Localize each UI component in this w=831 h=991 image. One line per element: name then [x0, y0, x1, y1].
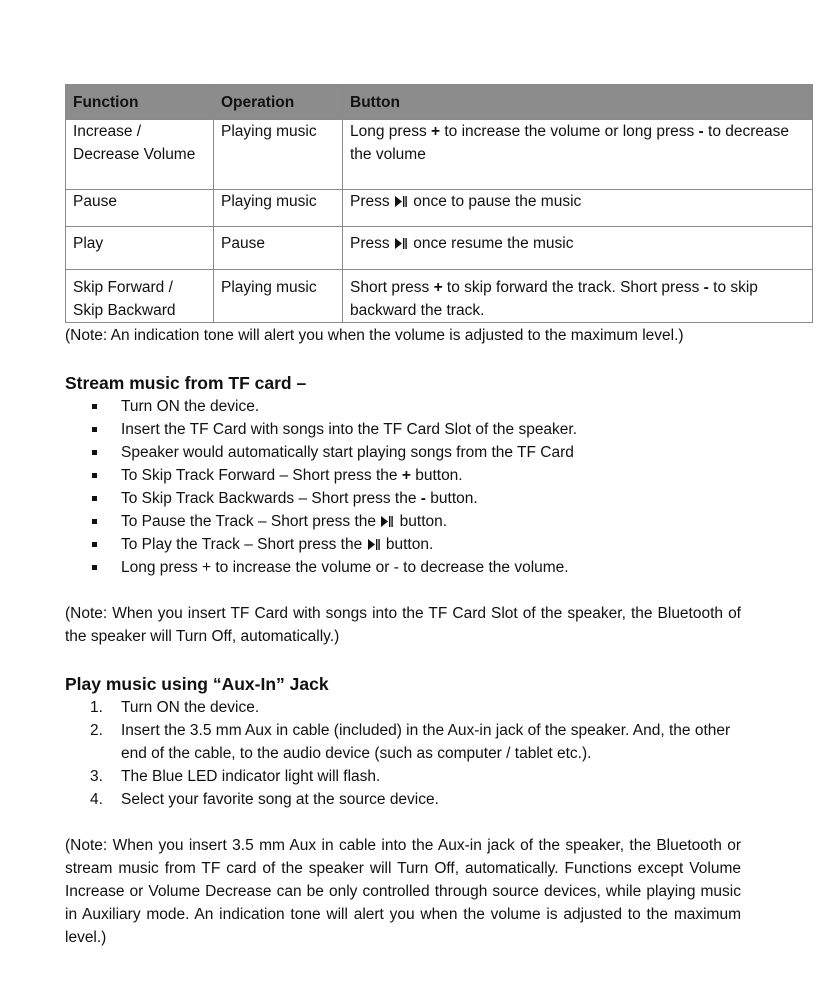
function-table	[65, 84, 813, 323]
plus-symbol: +	[433, 279, 443, 296]
cell-button: Press once to pause the music	[343, 190, 813, 227]
step-number: 4.	[90, 791, 103, 808]
cell-button: Short press + to skip forward the track. Short press - to skip backward the track.	[343, 270, 813, 323]
table-row	[66, 270, 813, 323]
bullet-square-icon	[92, 496, 97, 501]
bullet-square-icon	[92, 404, 97, 409]
list-item: 4. Select your favorite song at the source device.	[89, 788, 741, 811]
list-item: Insert the TF Card with songs into the TF Card Slot of the speaker.	[89, 418, 812, 441]
bullet-square-icon	[92, 473, 97, 478]
table-row	[66, 227, 813, 270]
list-item: 1. Turn ON the device.	[89, 696, 741, 719]
cell-operation: Pause	[214, 227, 343, 270]
bullet-square-icon	[92, 450, 97, 455]
plus-symbol: +	[431, 123, 441, 140]
list-item: Long press + to increase the volume or - to decrease the volume.	[89, 556, 812, 579]
minus-symbol: -	[698, 123, 704, 140]
step-number: 2.	[90, 722, 103, 739]
play-pause-icon	[395, 196, 407, 207]
aux-note: (Note: When you insert 3.5 mm Aux in cable into the Aux-in jack of the speaker, the Bluetooth or stream music from TF card of the speaker will Turn Off, automatically. Functions except Volume Increase or Volume Decrease can be only controlled through source devices, while playing music in Auxiliary mode. An indication tone will alert you when the volume is adjusted to the maximum level.)	[65, 837, 741, 946]
stream-heading: Stream music from TF card –	[65, 373, 307, 393]
cell-function: Pause	[66, 190, 214, 227]
list-item: Speaker would automatically start playing songs from the TF Card	[89, 441, 812, 464]
cell-function: Increase / Decrease Volume	[66, 120, 214, 190]
bullet-square-icon	[92, 427, 97, 432]
play-pause-icon	[368, 539, 380, 550]
cell-operation: Playing music	[214, 120, 343, 190]
list-item: To Pause the Track – Short press the button.	[89, 510, 812, 533]
table-row	[66, 120, 813, 190]
cell-button: Press once resume the music	[343, 227, 813, 270]
list-item: 2. Insert the 3.5 mm Aux in cable (included) in the Aux-in jack of the speaker. And, the other end of the cable, to the audio device (such as computer / tablet etc.).	[89, 719, 741, 765]
table-row	[66, 190, 813, 227]
step-number: 3.	[90, 768, 103, 785]
plus-symbol: +	[401, 467, 411, 484]
list-item: To Play the Track – Short press the button.	[89, 533, 812, 556]
list-item: 3. The Blue LED indicator light will flash.	[89, 765, 741, 788]
bullet-square-icon	[92, 542, 97, 547]
stream-steps-list	[65, 395, 812, 579]
tf-card-note: (Note: When you insert TF Card with songs into the TF Card Slot of the speaker, the Bluetooth of the speaker will Turn Off, automatically.)	[65, 605, 741, 645]
header-function: Function	[66, 85, 214, 120]
aux-heading: Play music using “Aux-In” Jack	[65, 674, 329, 694]
bullet-square-icon	[92, 519, 97, 524]
manual-page	[65, 84, 812, 949]
list-item: To Skip Track Backwards – Short press the - button.	[89, 487, 812, 510]
list-item: Turn ON the device.	[89, 395, 812, 418]
minus-symbol: -	[703, 279, 709, 296]
header-operation: Operation	[214, 85, 343, 120]
step-number: 1.	[90, 699, 103, 716]
table-header-row	[66, 85, 813, 120]
volume-note: (Note: An indication tone will alert you when the volume is adjusted to the maximum level.)	[65, 327, 684, 344]
play-pause-icon	[381, 516, 393, 527]
header-button: Button	[343, 85, 813, 120]
minus-symbol: -	[420, 490, 426, 507]
cell-operation: Playing music	[214, 270, 343, 323]
cell-function: Play	[66, 227, 214, 270]
cell-function: Skip Forward / Skip Backward	[66, 270, 214, 323]
aux-steps-list	[65, 696, 812, 811]
bullet-square-icon	[92, 565, 97, 570]
cell-button: Long press + to increase the volume or long press - to decrease the volume	[343, 120, 813, 190]
play-pause-icon	[395, 238, 407, 249]
cell-operation: Playing music	[214, 190, 343, 227]
list-item: To Skip Track Forward – Short press the + button.	[89, 464, 812, 487]
